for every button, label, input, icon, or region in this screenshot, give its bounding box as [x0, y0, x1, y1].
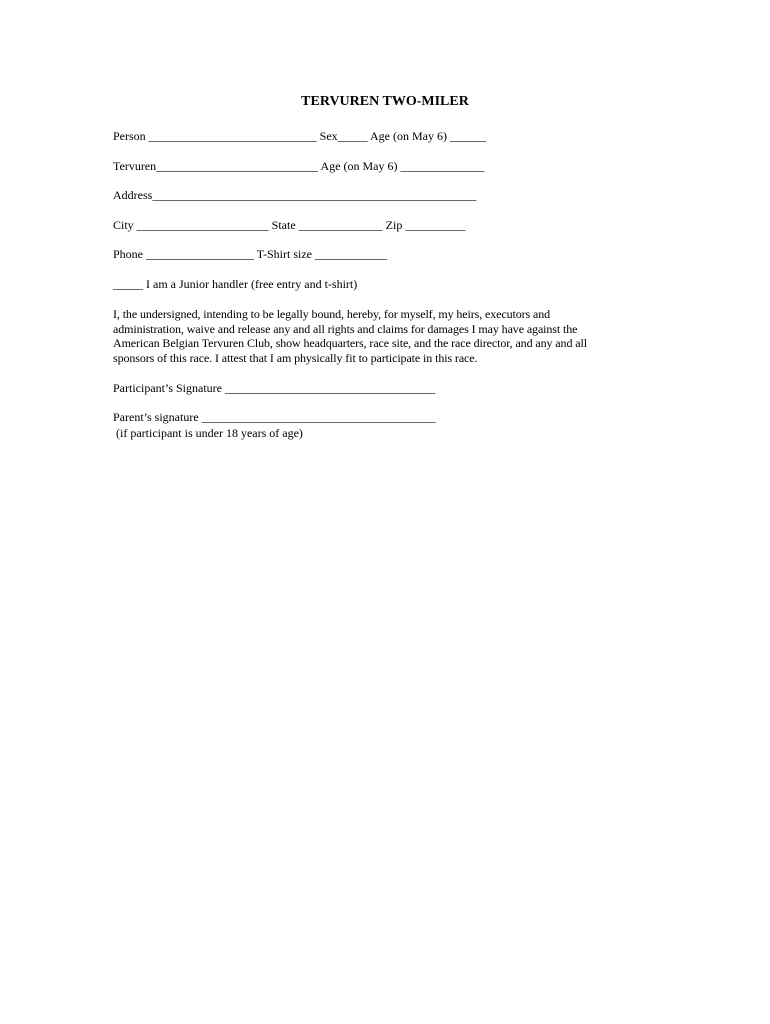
- address-field-line: Address______________________________________________________: [113, 188, 477, 202]
- junior-handler-line: _____ I am a Junior handler (free entry and t-shirt): [113, 277, 358, 291]
- parent-signature-note: (if participant is under 18 years of age): [113, 426, 303, 440]
- waiver-line: I, the undersigned, intending to be legally bound, hereby, for myself, my heirs, executors and: [113, 307, 551, 321]
- waiver-paragraph: [113, 307, 633, 366]
- parent-signature-line: Parent’s signature _______________________________________: [113, 410, 436, 424]
- waiver-line: administration, waive and release any and all rights and claims for damages I may have against the: [113, 321, 578, 336]
- document-title: TERVUREN TWO-MILER: [301, 94, 469, 109]
- city-state-zip-field-line: City ______________________ State ______________ Zip __________: [113, 218, 466, 232]
- participant-signature-line: Participant’s Signature ___________________________________: [113, 381, 435, 395]
- waiver-line: sponsors of this race. I attest that I am physically fit to participate in this race.: [113, 351, 478, 366]
- tervuren-field-line: Tervuren___________________________ Age (on May 6) ______________: [113, 159, 485, 173]
- phone-tshirt-field-line: Phone __________________ T-Shirt size ____________: [113, 247, 388, 261]
- waiver-line: American Belgian Tervuren Club, show headquarters, race site, and the race director, and any and all: [113, 336, 587, 351]
- person-field-line: Person ____________________________ Sex_____ Age (on May 6) ______: [113, 129, 486, 143]
